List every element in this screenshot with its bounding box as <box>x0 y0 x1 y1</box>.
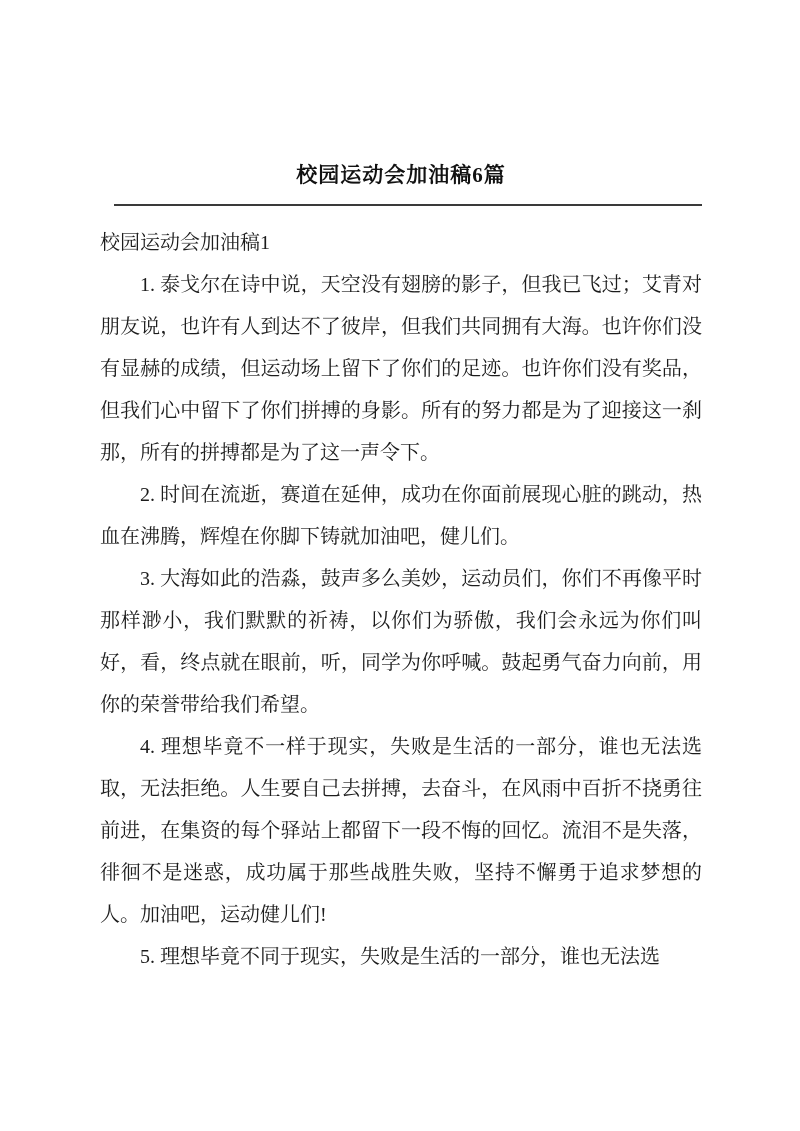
paragraph-1: 1. 泰戈尔在诗中说，天空没有翅膀的影子，但我已飞过；艾青对朋友说，也许有人到达不了彼岸，但我们共同拥有大海。也许你们没有显赫的成绩，但运动场上留下了你们的足迹。也许你们没有奖品，但我们心中留下了你们拼搏的身影。所有的努力都是为了迎接这一刹那，所有的拼搏都是为了这一声令下。 <box>100 274 702 464</box>
paragraph-5: 5. 理想毕竟不同于现实，失败是生活的一部分，谁也无法选 <box>140 946 660 968</box>
paragraph-2: 2. 时间在流逝，赛道在延伸，成功在你面前展现心脏的跳动，热血在沸腾，辉煌在你脚下铸就加油吧，健儿们。 <box>100 484 702 548</box>
title-divider <box>114 204 702 206</box>
paragraph-3: 3. 大海如此的浩淼，鼓声多么美妙，运动员们，你们不再像平时那样渺小，我们默默的祈祷，以你们为骄傲，我们会永远为你们叫好，看，终点就在眼前，听，同学为你呼喊。鼓起勇气奋力向前，用你的荣誉带给我们希望。 <box>100 568 702 716</box>
section-heading: 校园运动会加油稿1 <box>100 232 270 254</box>
document-body <box>100 222 702 978</box>
document-title: 校园运动会加油稿6篇 <box>296 163 506 187</box>
paragraph-4: 4. 理想毕竟不一样于现实，失败是生活的一部分，谁也无法选取，无法拒绝。人生要自己去拼搏，去奋斗，在风雨中百折不挠勇往前进，在集资的每个驿站上都留下一段不悔的回忆。流泪不是失落，徘徊不是迷惑，成功属于那些战胜失败，坚持不懈勇于追求梦想的人。加油吧，运动健儿们! <box>100 736 702 926</box>
